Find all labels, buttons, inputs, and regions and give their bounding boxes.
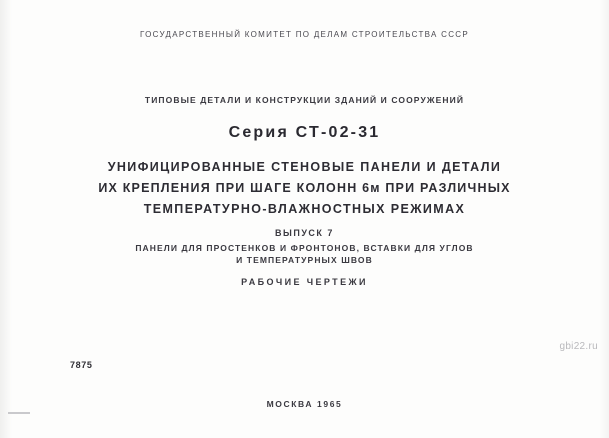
issue-number: ВЫПУСК 7 bbox=[275, 228, 334, 238]
committee-heading: ГОСУДАРСТВЕННЫЙ КОМИТЕТ ПО ДЕЛАМ СТРОИТЕЛЬСТВА СССР bbox=[139, 30, 470, 39]
document-title-line-2: ИХ КРЕПЛЕНИЯ ПРИ ШАГЕ КОЛОНН 6м ПРИ РАЗЛИЧНЫХ bbox=[98, 181, 511, 195]
city-year-imprint: МОСКВА 1965 bbox=[266, 399, 343, 409]
series-subtitle: ТИПОВЫЕ ДЕТАЛИ И КОНСТРУКЦИИ ЗДАНИЙ И СООРУЖЕНИЙ bbox=[144, 95, 465, 105]
scan-edge-mark bbox=[8, 412, 30, 414]
issue-description-line-1: ПАНЕЛИ ДЛЯ ПРОСТЕНКОВ И ФРОНТОНОВ, ВСТАВКИ ДЛЯ УГЛОВ bbox=[135, 243, 474, 253]
archive-stamp-number: 7875 bbox=[70, 360, 93, 370]
issue-description-line-2: И ТЕМПЕРАТУРНЫХ ШВОВ bbox=[236, 255, 373, 265]
series-number: Серия СТ-02-31 bbox=[228, 124, 381, 141]
document-title-line-1: УНИФИЦИРОВАННЫЕ СТЕНОВЫЕ ПАНЕЛИ И ДЕТАЛИ bbox=[107, 160, 502, 174]
document-title-line-3: ТЕМПЕРАТУРНО-ВЛАЖНОСТНЫХ РЕЖИМАХ bbox=[143, 202, 466, 216]
working-drawings-label: РАБОЧИЕ ЧЕРТЕЖИ bbox=[241, 277, 368, 287]
watermark-text: gbi22.ru bbox=[559, 341, 598, 352]
